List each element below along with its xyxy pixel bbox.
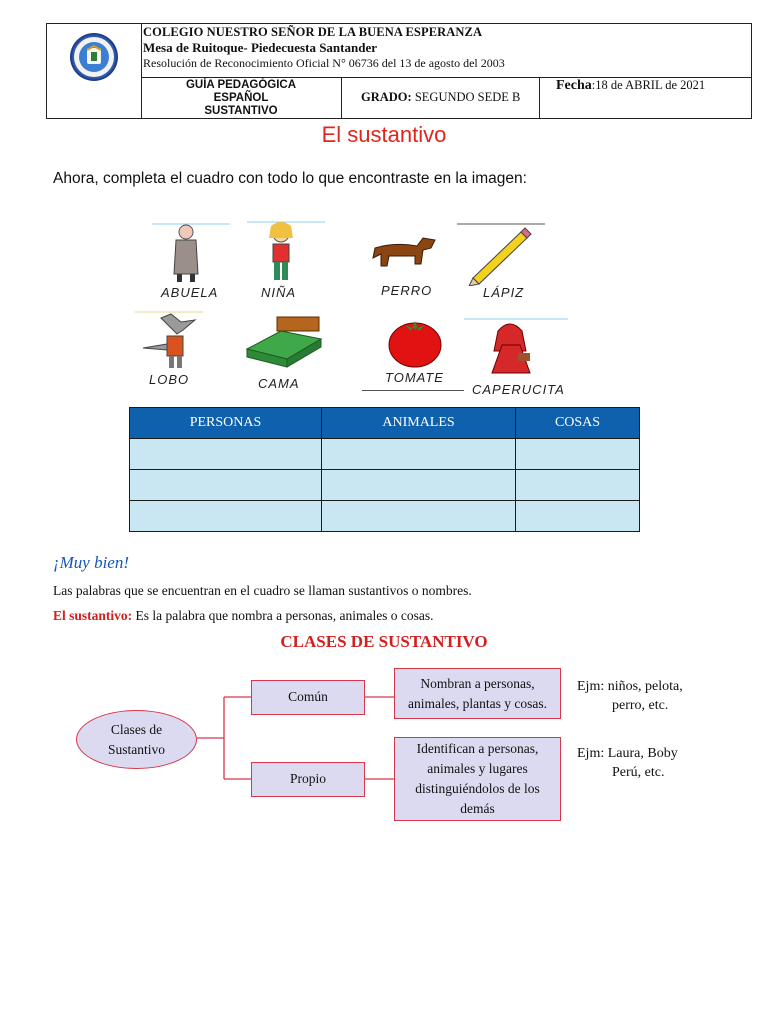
definition-text: Es la palabra que nombra a personas, animales o cosas. bbox=[132, 608, 434, 623]
label-lobo: LOBO bbox=[149, 372, 190, 387]
diagram-root: Clases de Sustantivo bbox=[76, 710, 197, 769]
resolution-text: Resolución de Reconocimiento Oficial N° 06736 del 13 de agosto del 2003 bbox=[143, 56, 505, 70]
school-name: COLEGIO NUESTRO SEÑOR DE LA BUENA ESPERANZA bbox=[143, 25, 483, 39]
header-cosas: COSAS bbox=[516, 408, 640, 439]
guide-subject: ESPAÑOL bbox=[213, 92, 269, 104]
comun-example: Ejm: niños, pelota, perro, etc. bbox=[577, 679, 683, 713]
page-title: El sustantivo bbox=[321, 122, 447, 147]
header-animales: ANIMALES bbox=[322, 408, 516, 439]
comun-box: Común bbox=[251, 680, 365, 715]
label-perro: PERRO bbox=[381, 283, 433, 298]
propio-box: Propio bbox=[251, 762, 365, 797]
grado-label: GRADO: bbox=[361, 90, 412, 104]
grado-value: SEGUNDO SEDE B bbox=[414, 90, 521, 104]
guide-topic: SUSTANTIVO bbox=[204, 105, 278, 117]
clases-title: CLASES DE SUSTANTIVO bbox=[280, 632, 488, 651]
propio-description: Identifican a personas, animales y lugares distinguiéndolos de los demás bbox=[394, 737, 561, 821]
definition-label: El sustantivo: bbox=[53, 608, 133, 623]
label-cama: CAMA bbox=[258, 376, 300, 391]
label-lapiz: LÁPIZ bbox=[483, 285, 525, 300]
label-nina: NIÑA bbox=[261, 285, 297, 300]
comun-description: Nombran a personas, animales, plantas y cosas. bbox=[394, 668, 561, 719]
muy-bien-heading: ¡Muy bien! bbox=[53, 553, 130, 572]
label-tomate: TOMATE bbox=[385, 370, 444, 385]
guide-title: GUÍA PEDAGÓGICA bbox=[185, 79, 297, 91]
school-location: Mesa de Ruitoque- Piedecuesta Santander bbox=[143, 40, 377, 55]
label-caperucita: CAPERUCITA bbox=[472, 382, 565, 397]
propio-example: Ejm: Laura, Boby Perú, etc. bbox=[577, 746, 678, 780]
label-abuela: ABUELA bbox=[161, 285, 219, 300]
header-personas: PERSONAS bbox=[130, 408, 322, 439]
fecha-value: :18 de ABRIL de 2021 bbox=[591, 78, 706, 92]
intro-text: Ahora, completa el cuadro con todo lo que encontraste en la imagen: bbox=[53, 170, 527, 187]
paragraph-sustantivos: Las palabras que se encuentran en el cuadro se llaman sustantivos o nombres. bbox=[53, 583, 472, 598]
fecha-label: Fecha bbox=[556, 78, 592, 93]
